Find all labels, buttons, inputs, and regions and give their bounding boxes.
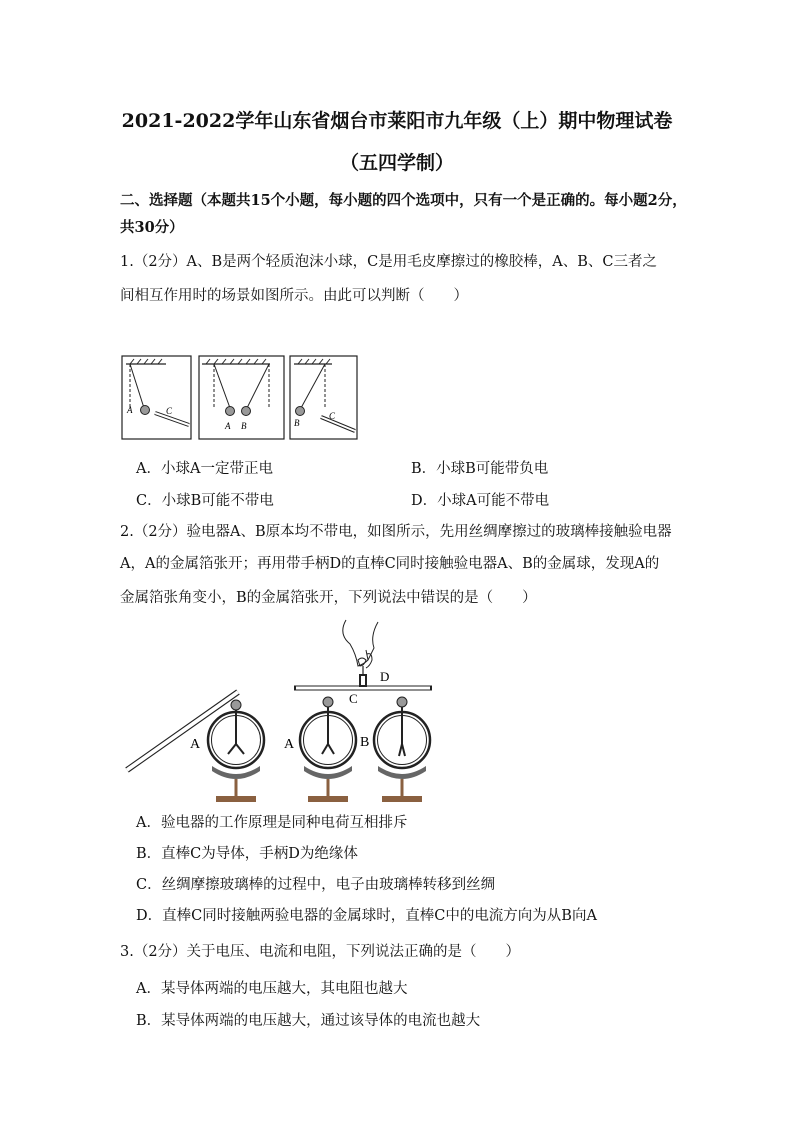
question-2-line-2: A，A的金属箔张开；再用带手柄D的直棒C同时接触验电器A、B的金属球，发现A的: [120, 556, 660, 572]
page-subtitle: （五四学制）: [339, 152, 454, 174]
section-line-1: 二、选择题（本题共15个小题，每小题的四个选项中，只有一个是正确的。每小题2分，: [120, 192, 687, 209]
fig1-label: C: [166, 406, 173, 416]
electroscope-b: [360, 697, 430, 802]
question-2-line-3: 金属箔张角变小，B的金属箔张开，下列说法中错误的是（ ）: [120, 590, 537, 606]
question-2-option-a: A．验电器的工作原理是同种电荷互相排斥: [136, 815, 408, 831]
question-1-option-d: D．小球A可能不带电: [411, 493, 550, 509]
question-1-line-1: 1.（2分）A、B是两个轻质泡沫小球，C是用毛皮摩擦过的橡胶棒，A、B、C三者之: [120, 254, 657, 270]
question-3-line-1: 3.（2分）关于电压、电流和电阻，下列说法正确的是（ ）: [120, 944, 521, 960]
section-line-2: 共30分）: [120, 219, 184, 236]
fig1-label: B: [294, 418, 300, 428]
handle-label: D: [380, 669, 390, 684]
electroscope-a-right: [284, 697, 356, 802]
question-1-option-b: B．小球B可能带负电: [411, 461, 549, 477]
fig1-label: A: [127, 405, 133, 415]
question-2-figure: [120, 616, 440, 806]
fig1-label: B: [241, 421, 247, 431]
question-1-figure: [120, 354, 360, 442]
page-title: 2021-2022学年山东省烟台市莱阳市九年级（上）期中物理试卷: [121, 110, 673, 132]
question-3-option-b: B．某导体两端的电压越大，通过该导体的电流也越大: [136, 1013, 481, 1029]
conducting-rod: [294, 620, 432, 706]
question-3-option-a: A．某导体两端的电压越大，其电阻也越大: [136, 981, 408, 997]
question-2-option-c: C．丝绸摩擦玻璃棒的过程中，电子由玻璃棒转移到丝绸: [136, 877, 496, 893]
question-2-line-1: 2.（2分）验电器A、B原本均不带电，如图所示，先用丝绸摩擦过的玻璃棒接触验电器: [120, 524, 672, 540]
question-1-option-a: A．小球A一定带正电: [136, 461, 273, 477]
question-2-option-d: D．直棒C同时接触两验电器的金属球时，直棒C中的电流方向为从B向A: [136, 908, 597, 924]
question-2-option-b: B．直棒C为导体，手柄D为绝缘体: [136, 846, 358, 862]
rod-label: C: [349, 691, 358, 706]
fig1-label: A: [225, 421, 231, 431]
question-1-option-c: C．小球B可能不带电: [136, 493, 274, 509]
question-1-line-2: 间相互作用时的场景如图所示。由此可以判断（ ）: [120, 288, 468, 304]
electroscope-label: B: [360, 735, 370, 750]
electroscope-label: A: [190, 737, 201, 752]
fig1-label: C: [329, 411, 336, 421]
electroscope-label: A: [284, 737, 295, 752]
